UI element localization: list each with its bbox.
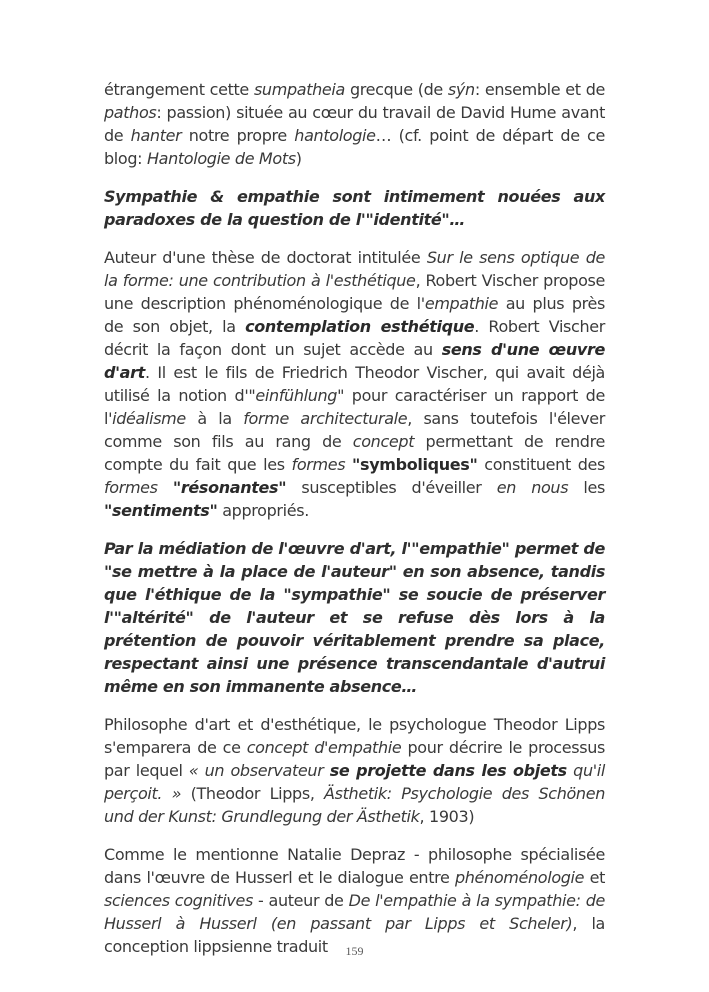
text-run: concept d'empathie xyxy=(246,738,402,757)
text-run: pour caractériser un rapport de l' xyxy=(104,386,605,428)
text-run: , la conception lippsienne traduit xyxy=(104,914,605,956)
page-number: 159 xyxy=(345,944,364,958)
text-run: les xyxy=(568,478,605,497)
text-run: sumpatheia xyxy=(253,80,345,99)
text-run: appropriés. xyxy=(217,501,309,520)
text-run: (Theodor Lipps, xyxy=(181,784,325,803)
text-run: hanter xyxy=(130,126,182,145)
text-run: étrangement cette xyxy=(104,80,254,99)
text-run: se projette dans les objets xyxy=(329,761,567,780)
text-run: Philosophe d'art et d'esthétique, le psychologue Theodor Lipps s'emparera de ce xyxy=(104,715,605,757)
text-run: sýn xyxy=(447,80,475,99)
text-run: contemplation esthétique xyxy=(245,317,475,336)
text-run: susceptibles d'éveiller xyxy=(286,478,497,497)
text-run: idéalisme xyxy=(112,409,186,428)
text-run: - auteur de xyxy=(252,891,349,910)
text-run: Comme le mentionne Natalie Depraz - philosophe spécialisée dans l'œuvre de Husserl et le dialogue entre xyxy=(104,845,605,887)
text-run: Sympathie & empathie sont intimement nouées aux paradoxes de la question de l'"identité"… xyxy=(104,187,605,229)
text-run: forme architecturale xyxy=(243,409,408,428)
text-run: qu'il perçoit. » xyxy=(104,761,605,803)
text-run: De l'empathie à la sympathie: de Husserl à Husserl (en passant par Lipps et Scheler) xyxy=(104,891,605,933)
text-run: notre propre xyxy=(181,126,295,145)
body-paragraph xyxy=(104,713,605,828)
text-run: ) xyxy=(295,149,302,168)
pull-quote-paragraph xyxy=(104,185,605,231)
text-run: grecque (de xyxy=(344,80,448,99)
text-run: à la xyxy=(185,409,244,428)
text-run: Auteur d'une thèse de doctorat intitulée xyxy=(104,248,427,267)
text-run: hantologie xyxy=(294,126,376,145)
text-run: empathie xyxy=(424,294,499,313)
text-run: « un observateur xyxy=(188,761,330,780)
text-run: "symboliques" xyxy=(352,455,478,474)
text-run: "sentiments" xyxy=(104,501,218,520)
text-run: phénoménologie xyxy=(454,868,585,887)
text-run: , sans toutefois l'élever comme son fils au rang de xyxy=(104,409,605,451)
text-run: … (cf. point de départ de ce blog: xyxy=(104,126,605,168)
body-paragraph xyxy=(104,843,605,958)
body-paragraph xyxy=(104,78,605,170)
text-run xyxy=(158,478,173,497)
page-body xyxy=(104,78,605,973)
body-paragraph xyxy=(104,246,605,522)
text-run: en nous xyxy=(496,478,569,497)
text-run: , 1903) xyxy=(419,807,475,826)
text-run: au plus près de son objet, la xyxy=(104,294,605,336)
text-run: Par la médiation de l'œuvre d'art, l'"empathie" permet de "se mettre à la place de l'auteur" en son absence, tandis que l'éthique de la "sympathie" se soucie de préserver l'"altérité" de l'auteur et se refuse dès lors à la prétention de pouvoir véritablement prendre sa place, respectant ainsi une présence transcendantale d'autrui même en son immanente absence… xyxy=(104,539,605,696)
text-run: Hantologie de Mots xyxy=(146,149,296,168)
text-run: sens d'une œuvre d'art xyxy=(104,340,605,382)
text-run: constituent des xyxy=(477,455,605,474)
text-run: : ensemble et de xyxy=(474,80,605,99)
text-run: , Robert Vischer propose une description phénoménologique de l' xyxy=(104,271,605,313)
text-run: sciences cognitives xyxy=(104,891,253,910)
text-run: Sur le sens optique de la forme: une contribution à l'esthétique xyxy=(104,248,605,290)
text-run: "résonantes" xyxy=(172,478,287,497)
text-run: "einfühlung" xyxy=(248,386,345,405)
text-run: formes xyxy=(104,478,158,497)
text-run: : passion) située au cœur du travail de David Hume avant de xyxy=(104,103,605,145)
text-run: . Robert Vischer décrit la façon dont un sujet accède au xyxy=(104,317,605,359)
text-run: Ästhetik: Psychologie des Schönen und der Kunst: Grundlegung der Ästhetik xyxy=(104,784,606,826)
text-run: permettant de rendre compte du fait que les xyxy=(104,432,605,474)
pull-quote-paragraph xyxy=(104,537,605,698)
text-run: pathos xyxy=(104,103,157,122)
text-run: . Il est le fils de Friedrich Theodor Vischer, qui avait déjà utilisé la notion d' xyxy=(104,363,605,405)
text-run: pour décrire le processus par lequel xyxy=(104,738,605,780)
text-run: concept xyxy=(352,432,415,451)
text-run: formes xyxy=(291,455,346,474)
text-run: et xyxy=(584,868,605,887)
